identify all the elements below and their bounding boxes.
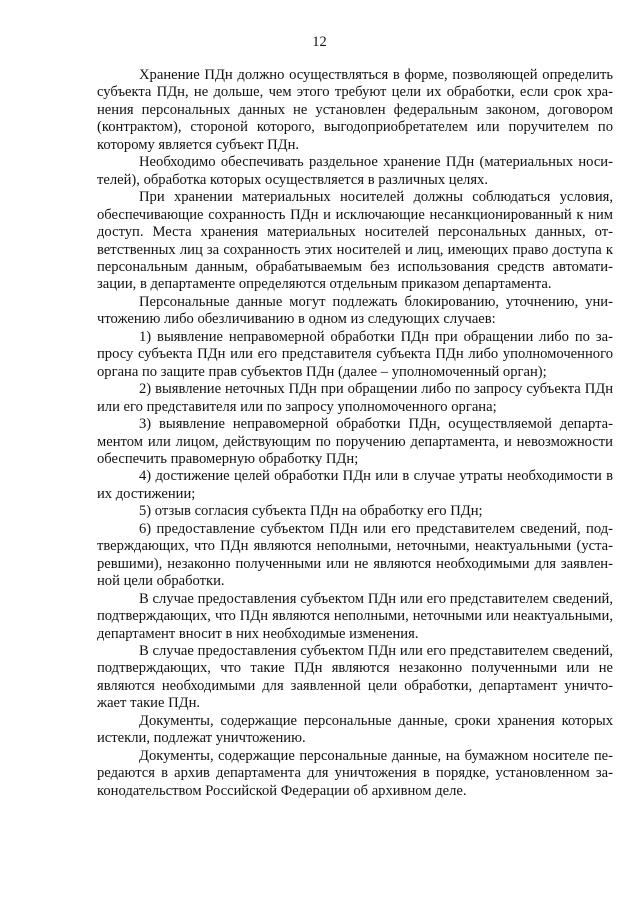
list-item-3: 3) выявление неправомерной обработки ПДн, осуществляемой департаментом или лицом, действующим по поручению департамента, и невозможности обеспечить правомерную обработку ПДн;: [97, 416, 613, 467]
list-item-5: 5) отзыв согласия субъекта ПДн на обработку его ПДн;: [139, 503, 483, 520]
paragraph-changes: В случае предоставления субъектом ПДн или его представителем сведений, подтверждающих, что ПДн являются неполными, неточными или неактуальными, департамент вносит в них необходимые изменения.: [97, 590, 613, 642]
paragraph-expired-documents: Документы, содержащие персональные данные, сроки хранения которых истекли, подлежат уничтожению.: [97, 712, 613, 747]
paragraph-storage-form: Хранение ПДн должно осуществляться в форме, позволяющей определить субъекта ПДн, не дольше, чем этого требуют цели их обработки, если срок хранения персональных данных не установлен федеральным законом, договором (контрактом), стороной которого, выгодоприобретателем или поручителем по которому является субъект ПДн.: [97, 67, 613, 153]
list-item-4: 4) достижение целей обработки ПДн или в случае утраты необходимости в их достижении;: [97, 468, 613, 502]
paragraph-archive: Документы, содержащие персональные данные, на бумажном носителе передаются в архив департамента для уничтожения в порядке, установленном законодательством Российской Федерации об архивном деле.: [97, 747, 613, 799]
paragraph-blocking-cases: Персональные данные могут подлежать блокированию, уточнению, уничтожению либо обезличиванию в одном из следующих случаев:: [97, 293, 613, 328]
page-number: 12: [312, 34, 327, 50]
document-body: [97, 67, 613, 800]
list-item-6: 6) предоставление субъектом ПДн или его представителем сведений, подтверждающих, что ПДн являются неполными, неточными, неактуальными (устаревшими), незаконно полученными или не являются необходимыми для заявленной цели обработки.: [97, 520, 613, 590]
paragraph-storage-conditions: При хранении материальных носителей должны соблюдаться условия, обеспечивающие сохранность ПДн и исключающие несанкционированный к ним доступ. Места хранения материальных носителей персональных данных, ответственных лиц за сохранность этих носителей и лиц, имеющих право доступа к персональным данным, обрабатываемым без использования средств автоматизации, в департаменте определяются отдельным приказом департамента.: [97, 189, 613, 293]
list-item-1: 1) выявление неправомерной обработки ПДн при обращении либо по запросу субъекта ПДн или его представителя субъекта ПДн либо уполномоченного органа по защите прав субъектов ПДн (далее – уполномоченный орган);: [97, 328, 613, 380]
list-item-2: 2) выявление неточных ПДн при обращении либо по запросу субъекта ПДн или его представителя или по запросу уполномоченного органа;: [97, 381, 613, 415]
paragraph-separate-storage: Необходимо обеспечивать раздельное хранение ПДн (материальных носителей), обработка которых осуществляется в различных целях.: [97, 154, 613, 188]
paragraph-destruction-illegal: В случае предоставления субъектом ПДн или его представителем сведений, подтверждающих, что такие ПДн являются незаконно полученными или не являются необходимыми для заявленной цели обработки, департамент уничтожает такие ПДн.: [97, 642, 613, 712]
